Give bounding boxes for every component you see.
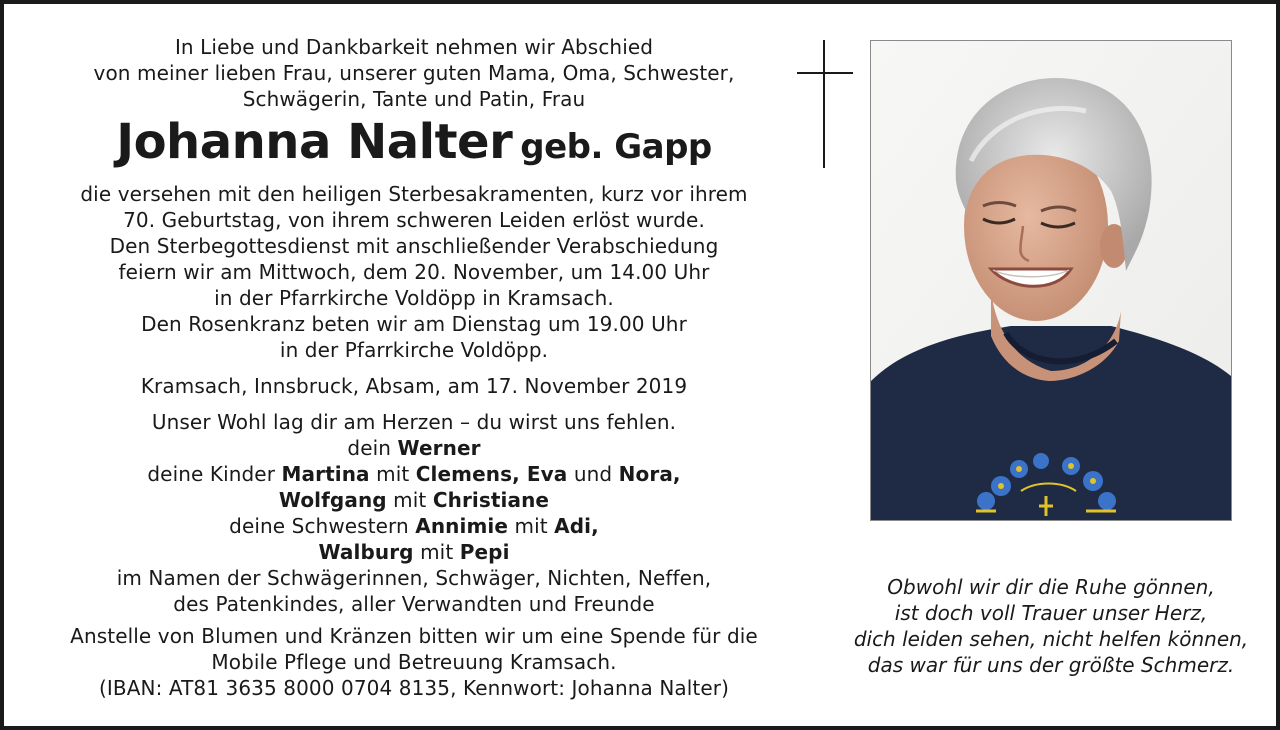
mourner-name: Annimie: [415, 514, 509, 538]
mourner-name: Adi,: [554, 514, 599, 538]
donation-line: Anstelle von Blumen und Kränzen bitten wir um eine Spende für die: [70, 624, 758, 648]
cross-icon: [797, 40, 853, 168]
portrait-illustration: [871, 41, 1231, 520]
poem-line: dich leiden sehen, nicht helfen können,: [853, 627, 1249, 651]
intro-line: von meiner lieben Frau, unserer guten Mama, Oma, Schwester,: [93, 61, 735, 85]
mourner-others-line: im Namen der Schwägerinnen, Schwäger, Nichten, Neffen,: [116, 566, 712, 590]
poem-line: Obwohl wir dir die Ruhe gönnen,: [887, 575, 1215, 599]
details-line: die versehen mit den heiligen Sterbesakramenten, kurz vor ihrem: [80, 182, 748, 206]
mourner-name: Nora,: [618, 462, 681, 486]
mourner-name: Pepi: [459, 540, 510, 564]
mourner-prefix: dein: [347, 436, 392, 460]
details-line: Den Rosenkranz beten wir am Dienstag um 19.00 Uhr: [141, 312, 687, 336]
mourner-children-line: [44, 461, 784, 487]
mourner-prefix: deine Kinder: [147, 462, 276, 486]
place-date: Kramsach, Innsbruck, Absam, am 17. November 2019: [140, 374, 688, 398]
details-line: 70. Geburtstag, von ihrem schweren Leiden erlöst wurde.: [123, 208, 705, 232]
motto: Unser Wohl lag dir am Herzen – du wirst uns fehlen.: [151, 410, 677, 434]
mourner-name: Walburg: [318, 540, 414, 564]
obituary-text-column: [44, 34, 784, 701]
portrait-photo: [870, 40, 1232, 521]
poem-line: das war für uns der größte Schmerz.: [867, 653, 1235, 677]
memorial-poem: [842, 574, 1260, 678]
intro-line: Schwägerin, Tante und Patin, Frau: [242, 87, 586, 111]
intro-line: In Liebe und Dankbarkeit nehmen wir Abschied: [174, 35, 654, 59]
deceased-name-heading: [44, 114, 784, 179]
mourner-prefix: deine Schwestern: [229, 514, 409, 538]
mourner-sisters-line: [44, 513, 784, 539]
details-line: in der Pfarrkirche Voldöpp.: [279, 338, 549, 362]
mourner-connector: mit: [376, 462, 410, 486]
mourner-others-line: des Patenkindes, aller Verwandten und Freunde: [173, 592, 655, 616]
mourner-connector: mit: [393, 488, 427, 512]
deceased-birth-name: geb. Gapp: [520, 127, 712, 167]
mourner-husband-line: [44, 435, 784, 461]
mourner-sisters-line-2: [44, 539, 784, 565]
mourner-name: Martina: [281, 462, 370, 486]
mourner-connector: mit: [514, 514, 548, 538]
mourner-name: Clemens, Eva: [415, 462, 568, 486]
mourner-name: Wolfgang: [278, 488, 387, 512]
details-line: feiern wir am Mittwoch, dem 20. November, um 14.00 Uhr: [118, 260, 710, 284]
donation-line: Mobile Pflege und Betreuung Kramsach.: [211, 650, 617, 674]
details-line: Den Sterbegottesdienst mit anschließender Verabschiedung: [109, 234, 719, 258]
mourner-connector: und: [573, 462, 613, 486]
mourner-connector: mit: [420, 540, 454, 564]
mourner-children-line-2: [44, 487, 784, 513]
details-line: in der Pfarrkirche Voldöpp in Kramsach.: [214, 286, 614, 310]
mourner-name: Werner: [397, 436, 481, 460]
poem-line: ist doch voll Trauer unser Herz,: [894, 601, 1208, 625]
deceased-name: Johanna Nalter: [116, 114, 513, 170]
mourner-name: Christiane: [432, 488, 550, 512]
donation-line: (IBAN: AT81 3635 8000 0704 8135, Kennwort: Johanna Nalter): [99, 676, 729, 700]
